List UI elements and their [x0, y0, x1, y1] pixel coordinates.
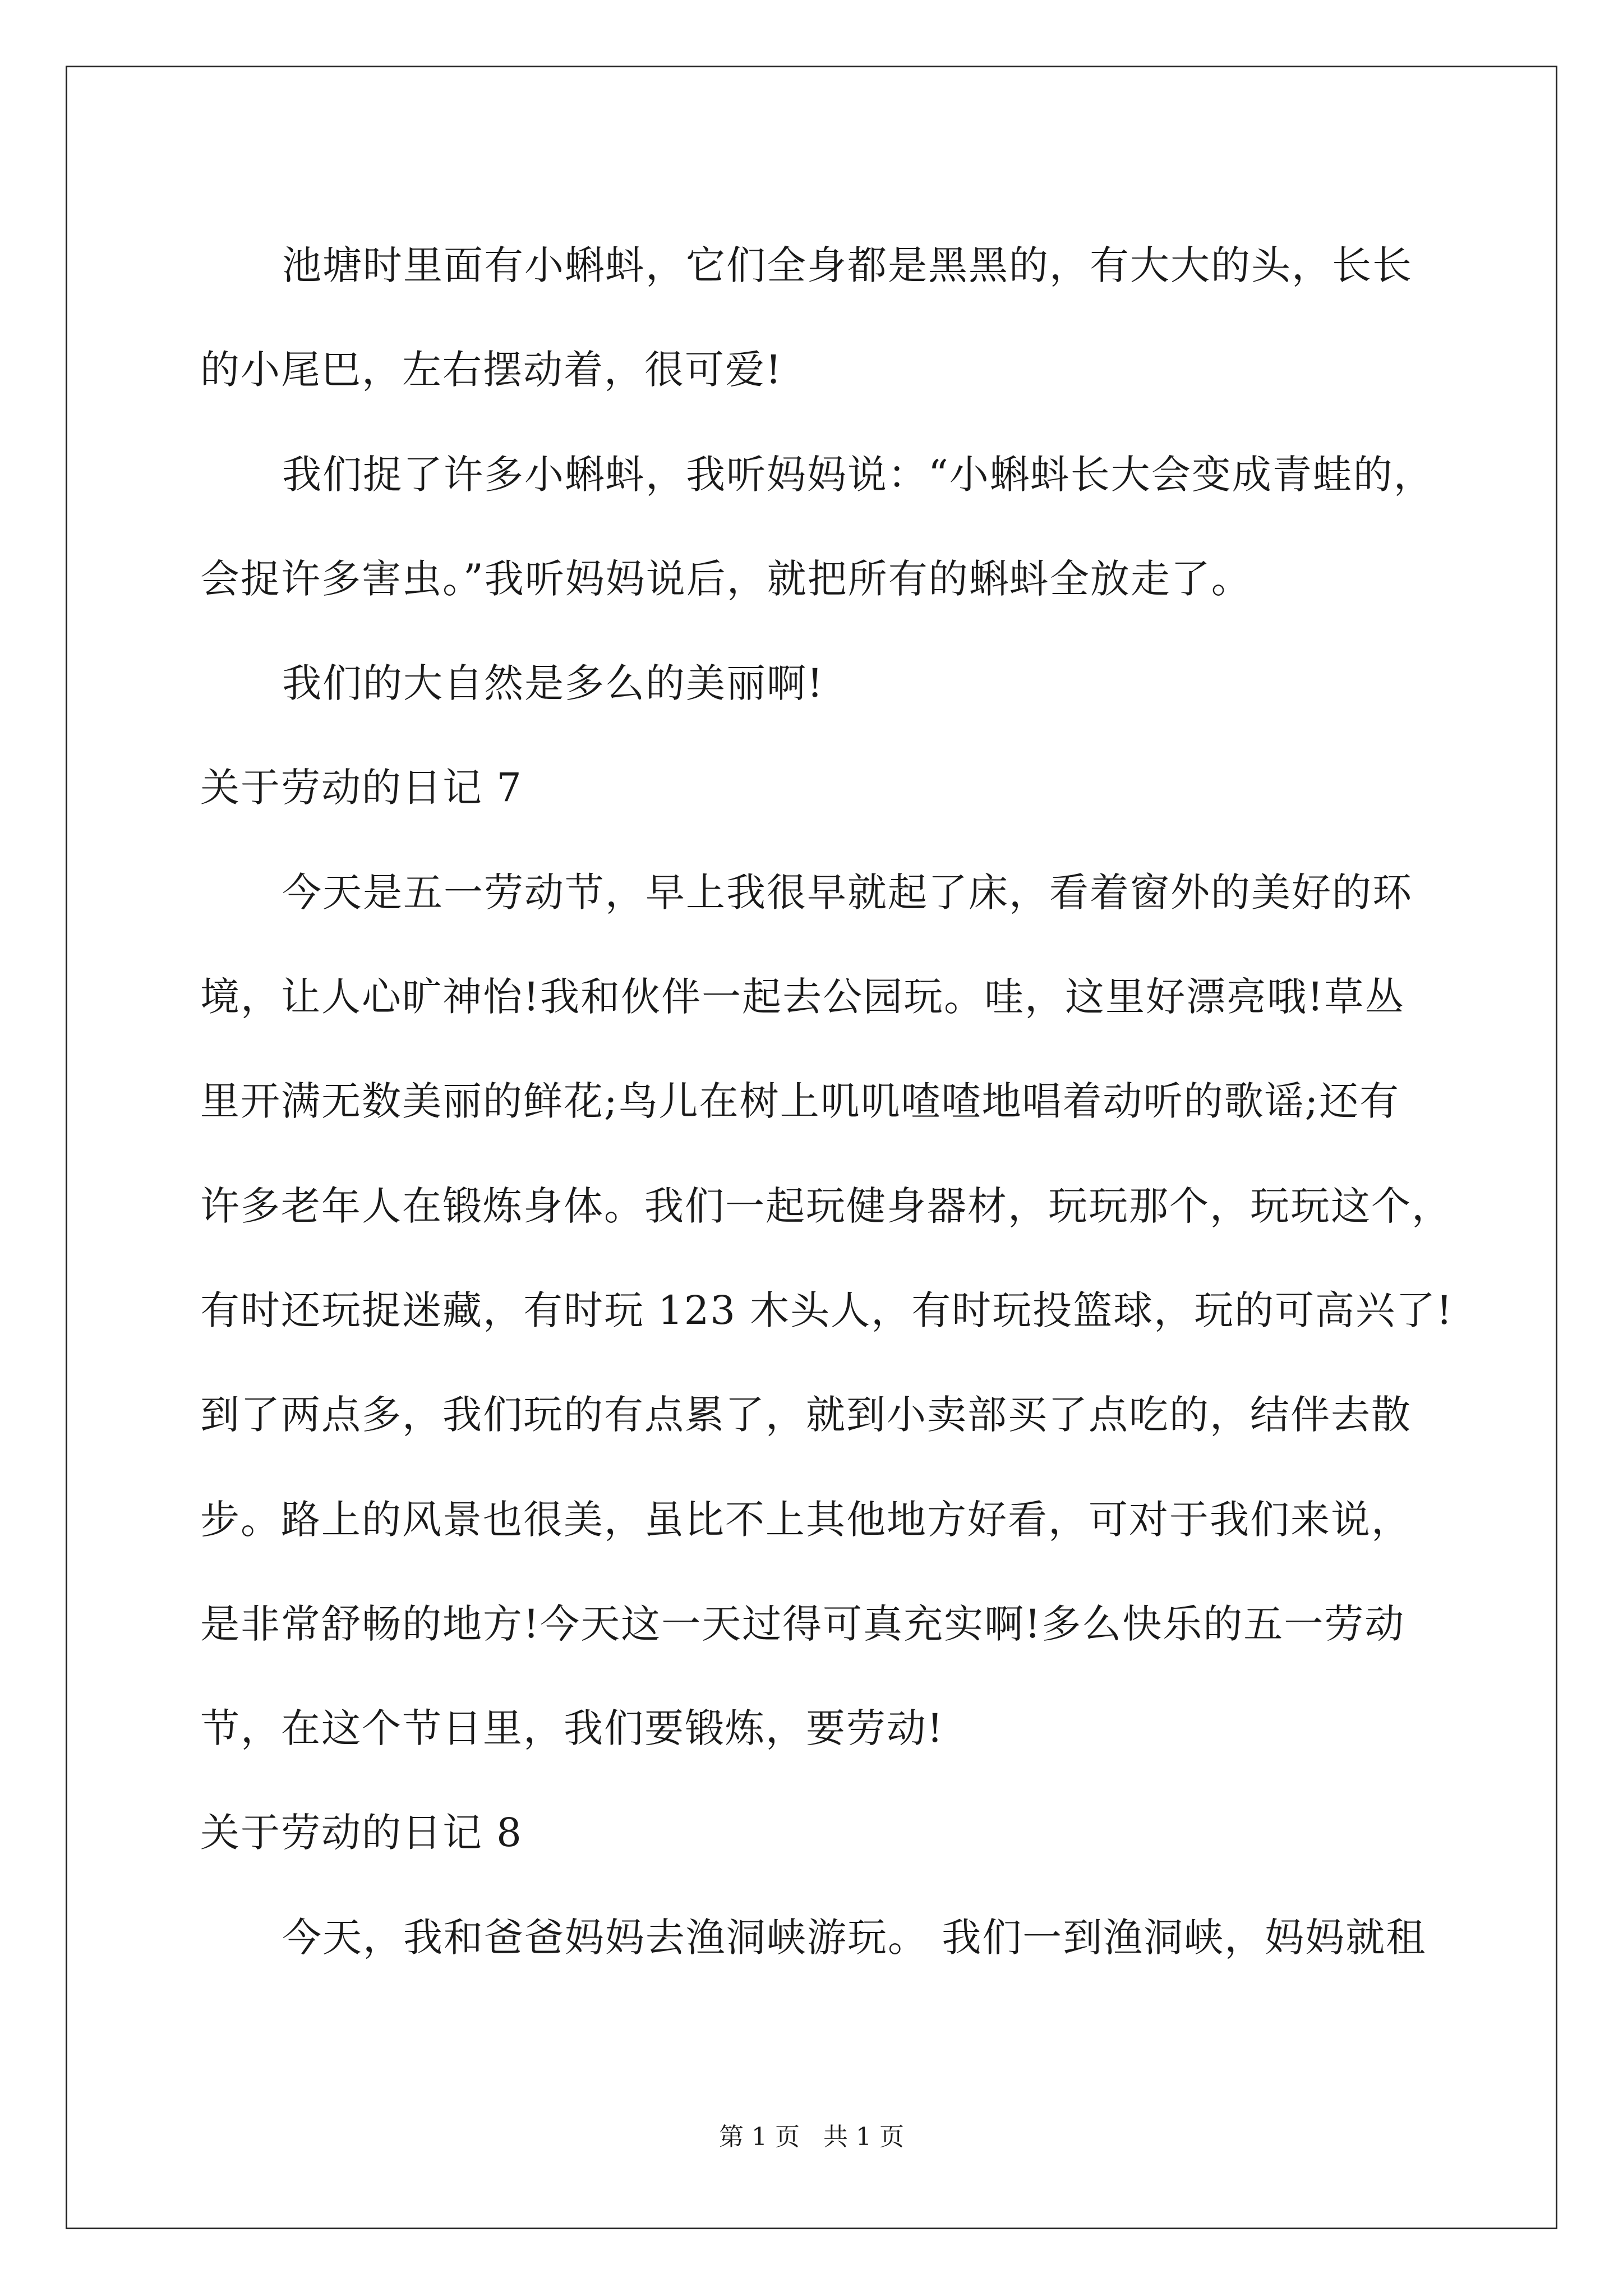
text-line: 步。路上的风景也很美，虽比不上其他地方好看，可对于我们来说， [200, 1496, 1412, 1543]
text-line: 今天是五一劳动节，早上我很早就起了床，看着窗外的美好的环 [282, 869, 1413, 915]
text-line: 到了两点多，我们玩的有点累了，就到小卖部买了点吃的，结伴去散 [200, 1392, 1412, 1438]
text-line: 我们捉了许多小蝌蚪，我听妈妈说：“小蝌蚪长大会变成青蛙的， [282, 451, 1434, 498]
text-line: 里开满无数美丽的鲜花;鸟儿在树上叽叽喳喳地唱着动听的歌谣;还有 [200, 1078, 1400, 1125]
text-line: 我们的大自然是多么的美丽啊! [282, 660, 824, 707]
text-line: 今天，我和爸爸妈妈去渔洞峡游玩。 我们一到渔洞峡，妈妈就租 [282, 1914, 1427, 1961]
text-line: 的小尾巴，左右摆动着，很可爱! [200, 347, 783, 393]
document-body [200, 213, 1454, 1990]
text-line: 许多老年人在锻炼身体。我们一起玩健身器材，玩玩那个，玩玩这个， [200, 1182, 1452, 1229]
text-line: 池塘时里面有小蝌蚪，它们全身都是黑黑的，有大大的头，长长 [282, 242, 1413, 288]
section-heading: 关于劳动的日记 8 [200, 1810, 523, 1856]
text-line: 节，在这个节日里，我们要锻炼，要劳动! [200, 1705, 944, 1752]
page-number-footer: 第 1 页 共 1 页 [719, 2123, 904, 2151]
text-line: 会捉许多害虫。”我听妈妈说后，就把所有的蝌蚪全放走了。 [200, 555, 1252, 602]
text-line: 有时还玩捉迷藏，有时玩 123 木头人，有时玩投篮球，玩的可高兴了! [200, 1287, 1454, 1333]
text-line: 境，让人心旷神怡!我和伙伴一起去公园玩。哇，这里好漂亮哦!草丛 [200, 974, 1405, 1020]
text-line: 是非常舒畅的地方!今天这一天过得可真充实啊!多么快乐的五一劳动 [200, 1600, 1405, 1647]
section-heading: 关于劳动的日记 7 [200, 765, 523, 811]
